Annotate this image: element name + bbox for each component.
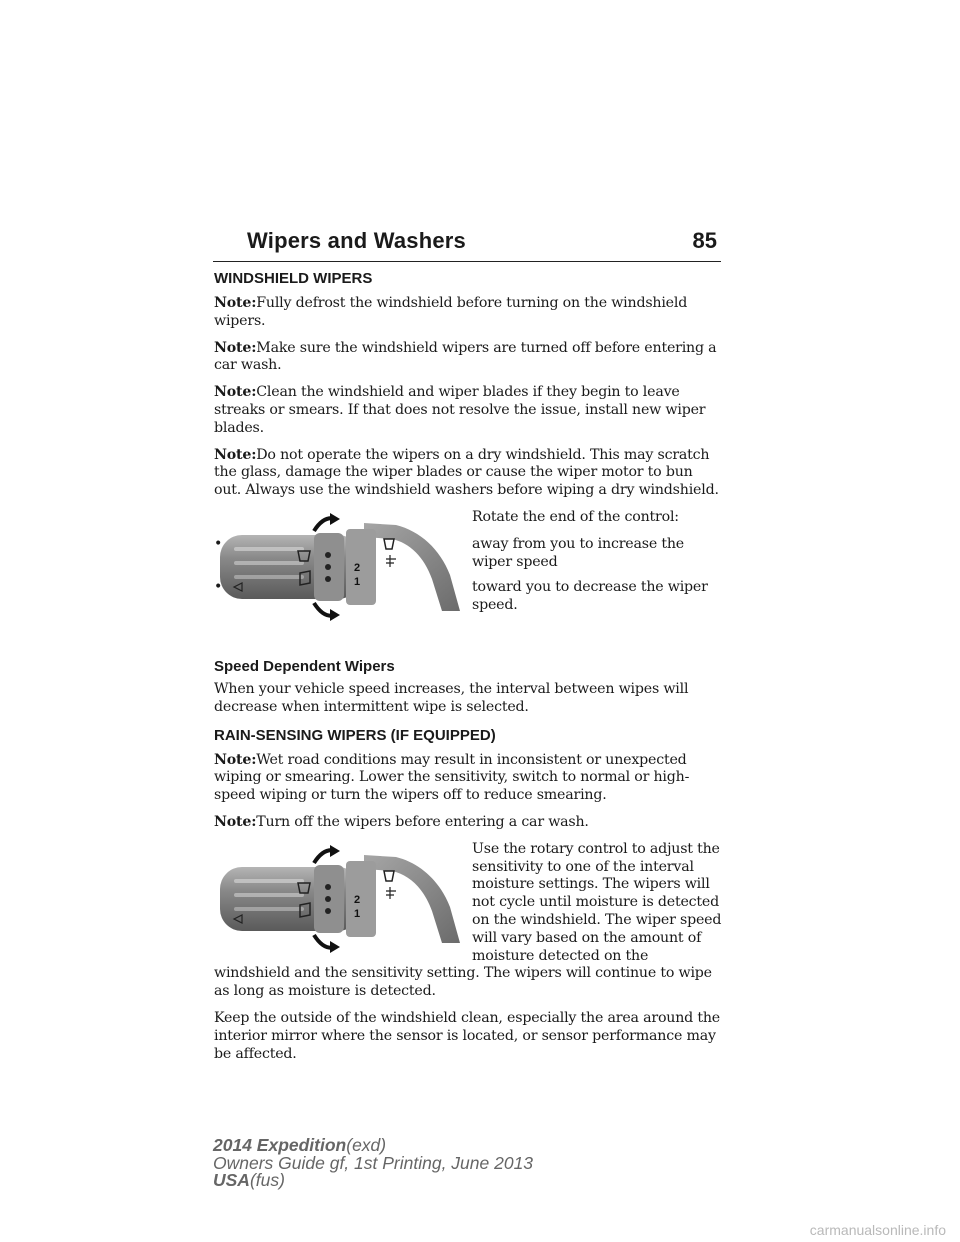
footer-model-code: (exd) bbox=[346, 1135, 387, 1155]
page-number: 85 bbox=[692, 228, 717, 253]
dial-label-1: 1 bbox=[354, 907, 361, 920]
note-label: Note: bbox=[214, 446, 257, 463]
page-header bbox=[213, 228, 721, 260]
rotate-away-arrow-icon bbox=[330, 845, 340, 857]
note-text: Make sure the windshield wipers are turned off before entering a car wash. bbox=[214, 339, 717, 374]
note-label: Note: bbox=[214, 384, 257, 401]
footer-model: 2014 Expedition bbox=[213, 1135, 347, 1155]
note-label: Note: bbox=[214, 295, 257, 311]
speed-dependent-text: When your vehicle speed increases, the interval between wipes will decrease when intermittent wipe is selected. bbox=[214, 680, 689, 715]
wiper-speed-dial[interactable] bbox=[346, 861, 376, 937]
bullet-icon: • bbox=[214, 579, 223, 596]
note-text: Clean the windshield and wiper blades if they begin to leave streaks or smears. If that does not resolve the issue, install new wiper blades. bbox=[214, 384, 706, 436]
rotate-intro: Rotate the end of the control: bbox=[472, 508, 679, 525]
dial-label-2: 2 bbox=[354, 893, 361, 906]
note-label: Note: bbox=[214, 751, 257, 768]
page-content bbox=[214, 269, 722, 1072]
note-text: Wet road conditions may result in inconsistent or unexpected wiping or smearing. Lower the sensitivity, switch to normal or high-speed wiping or turn the wipers off to reduce smearing. bbox=[214, 751, 690, 804]
rain-sensing-figure bbox=[214, 841, 464, 961]
footer-line-1 bbox=[213, 1137, 533, 1155]
stalk-arm bbox=[364, 855, 460, 943]
note-paragraph bbox=[214, 752, 722, 805]
note-paragraph bbox=[214, 340, 722, 376]
note-paragraph bbox=[214, 447, 722, 500]
rotate-away-arrow-icon bbox=[330, 513, 340, 525]
keep-clean-text: Keep the outside of the windshield clean, especially the area around the interior mirror where the sensor is located, or sensor performance may be affected. bbox=[214, 1009, 720, 1062]
page-title: Wipers and Washers bbox=[247, 228, 466, 253]
footer-market-code: (fus) bbox=[249, 1170, 285, 1190]
note-paragraph bbox=[214, 814, 722, 832]
note-paragraph bbox=[214, 295, 722, 331]
list-item-text: toward you to decrease the wiper speed. bbox=[472, 579, 708, 614]
list-item-text: away from you to increase the wiper speed bbox=[472, 535, 684, 570]
headlamp-icon bbox=[386, 887, 396, 899]
page-footer bbox=[213, 1137, 533, 1190]
wiper-stalk-illustration bbox=[214, 841, 464, 961]
note-label: Note: bbox=[214, 339, 257, 356]
dial-label-1: 1 bbox=[354, 575, 361, 588]
section-heading-speed-dependent: Speed Dependent Wipers bbox=[214, 657, 395, 675]
rotate-toward-arrow-icon bbox=[330, 941, 340, 953]
note-text: Do not operate the wipers on a dry windshield. This may scratch the glass, damage the wiper blades or cause the wiper motor to bun out. Always use the windshield washers before wiping a dry windshield. bbox=[214, 446, 719, 499]
note-paragraph bbox=[214, 384, 722, 437]
rotary-control-text: Use the rotary control to adjust the sensitivity to one of the interval moisture settings. The wipers will not cycle until moisture is detected on the windshield. The wiper speed will vary based on the amount of moisture detected on the windshield and the sensitivity setting. The wipers will continue to wipe as long as moisture is detected. bbox=[214, 840, 722, 1000]
footer-line-3 bbox=[213, 1172, 533, 1190]
note-text: Fully defrost the windshield before turning on the windshield wipers. bbox=[214, 295, 688, 329]
watermark: carmanualsonline.info bbox=[809, 1222, 946, 1238]
rear-wiper-icon bbox=[384, 871, 394, 881]
note-label: Note: bbox=[214, 813, 257, 830]
dial-label-2: 2 bbox=[354, 561, 361, 574]
section-heading-rain-sensing: RAIN-SENSING WIPERS (IF EQUIPPED) bbox=[214, 726, 496, 744]
footer-market: USA bbox=[213, 1170, 250, 1190]
footer-line-2: Owners Guide gf, 1st Printing, June 2013 bbox=[213, 1152, 534, 1173]
header-divider bbox=[213, 261, 721, 262]
list-item bbox=[214, 536, 722, 572]
note-text: Turn off the wipers before entering a car wash. bbox=[256, 813, 589, 830]
section-heading-windshield-wipers: WINDSHIELD WIPERS bbox=[214, 270, 373, 287]
list-item bbox=[214, 579, 722, 615]
bullet-icon: • bbox=[214, 535, 223, 552]
